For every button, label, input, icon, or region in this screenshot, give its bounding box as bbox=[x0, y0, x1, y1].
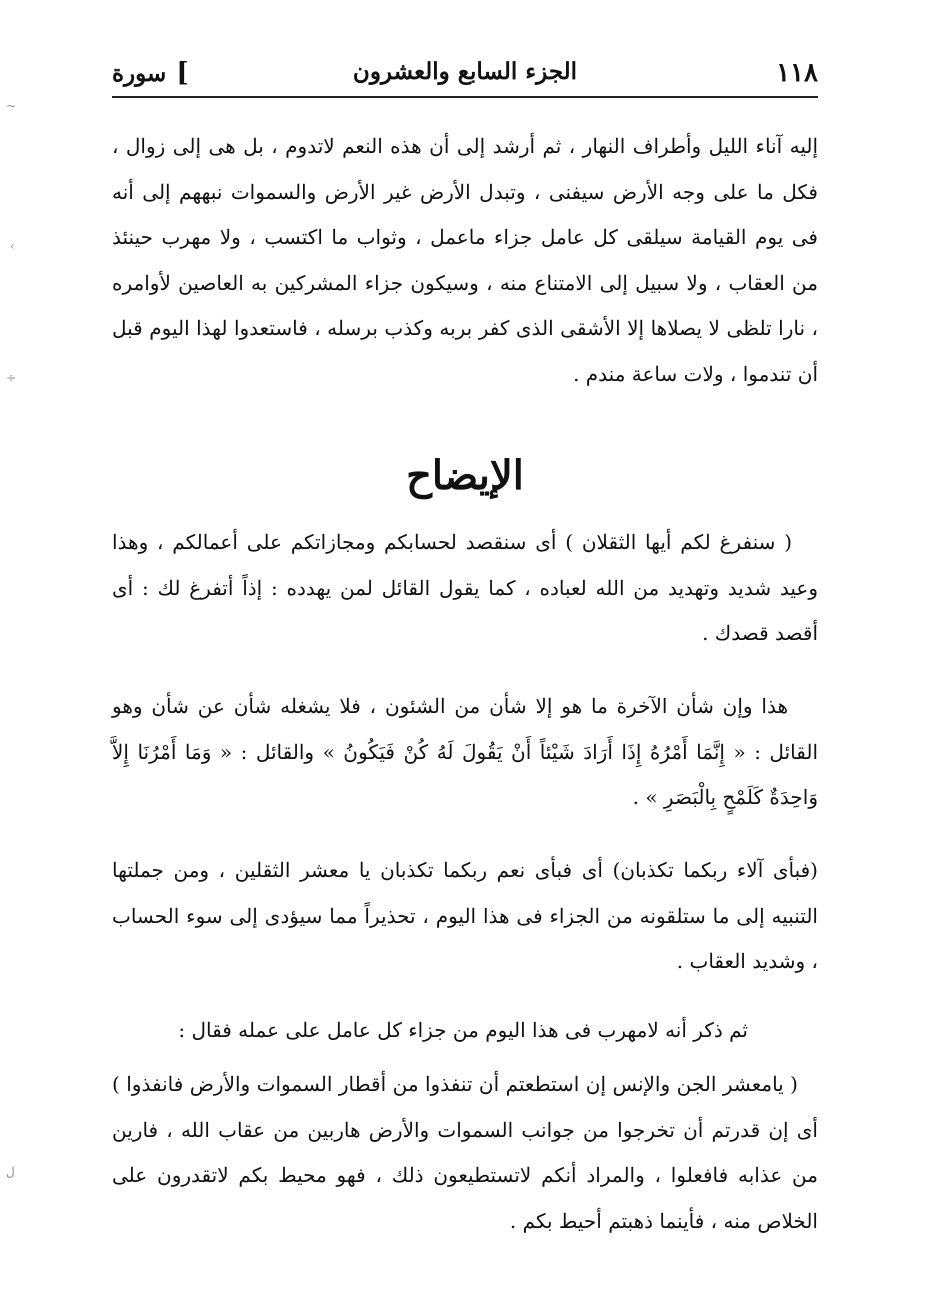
header-rule bbox=[112, 96, 818, 98]
margin-mark: ~ bbox=[6, 99, 17, 113]
paragraph-4: (فبأى آلاء ربكما تكذبان) أى فبأى نعم ربكما تكذبان يا معشر الثقلين ، ومن جملتها التنبيه إلى ما ستلقونه من الجزاء فى هذا اليوم ، تحذيراً مما سيؤدى إلى سوء الحساب ، وشديد العقاب . bbox=[112, 858, 818, 973]
page-number: ١١٨ bbox=[776, 58, 818, 88]
surah-bracket: ] bbox=[176, 58, 189, 88]
paragraph-2: ( سنفرغ لكم أيها الثقلان ) أى سنقصد لحسابكم ومجازاتكم على أعمالكم ، وهذا وعيد شديد وتهديد من الله لعباده ، كما يقول القائل لمن يهدده : إذاً أتفرغ لك : أى أقصد قصدك . bbox=[112, 530, 818, 645]
section-heading: الإيضاح bbox=[406, 452, 524, 499]
margin-mark: ÷ bbox=[6, 371, 17, 385]
paragraph-6: ( يامعشر الجن والإنس إن استطعتم أن تنفذوا من أقطار السموات والأرض فانفذوا ) أى إن قدرتم أن تخرجوا من جوانب السموات والأرض هاربين من عقاب الله ، فارين من عذابه فافعلوا ، والمراد أنكم لاتستطيعون ذلك ، فهو محيط بكم لاتقدرون على الخلاص منه ، فأينما ذهبتم أحيط بكم . bbox=[112, 1072, 818, 1233]
margin-mark: ﻝ bbox=[6, 1165, 15, 1179]
surah-label bbox=[112, 58, 189, 88]
margin-mark: ‹ bbox=[10, 239, 15, 253]
page-header bbox=[112, 52, 818, 98]
surah-label-text: سورة bbox=[112, 60, 167, 87]
paragraph-5: ثم ذكر أنه لامهرب فى هذا اليوم من جزاء كل عامل على عمله فقال : bbox=[178, 1018, 748, 1042]
paragraph-1: إليه آناء الليل وأطراف النهار ، ثم أرشد إلى أن هذه النعم لاتدوم ، بل هى إلى زوال ، فكل ما على وجه الأرض سيفنى ، وتبدل الأرض غير الأرض والسموات نبههم إلى أنه فى يوم القيامة سيلقى كل عامل جزاء ماعمل ، وثواب ما اكتسب ، ولا مهرب حينئذ من العقاب ، ولا سبيل إلى الامتناع منه ، وسيكون جزاء المشركين به العاصين لأوامره ، نارا تلظى لا يصلاها إلا الأشقى الذى كفر بربه وكذب برسله ، فاستعدوا لهذا اليوم قبل أن تندموا ، ولات ساعة مندم . bbox=[112, 134, 818, 386]
running-title: الجزء السابع والعشرون bbox=[352, 58, 578, 85]
paragraph-3: هذا وإن شأن الآخرة ما هو إلا شأن من الشئون ، فلا يشغله شأن عن شأن وهو القائل : « إِنَّمَا أَمْرُهُ إِذَا أَرَادَ شَيْئاً أَنْ يَقُولَ لَهُ كُنْ فَيَكُونُ » والقائل : « وَمَا أَمْرُنَا إِلاَّ وَاحِدَةٌ كَلَمْحٍ بِالْبَصَرِ » . bbox=[112, 694, 818, 809]
